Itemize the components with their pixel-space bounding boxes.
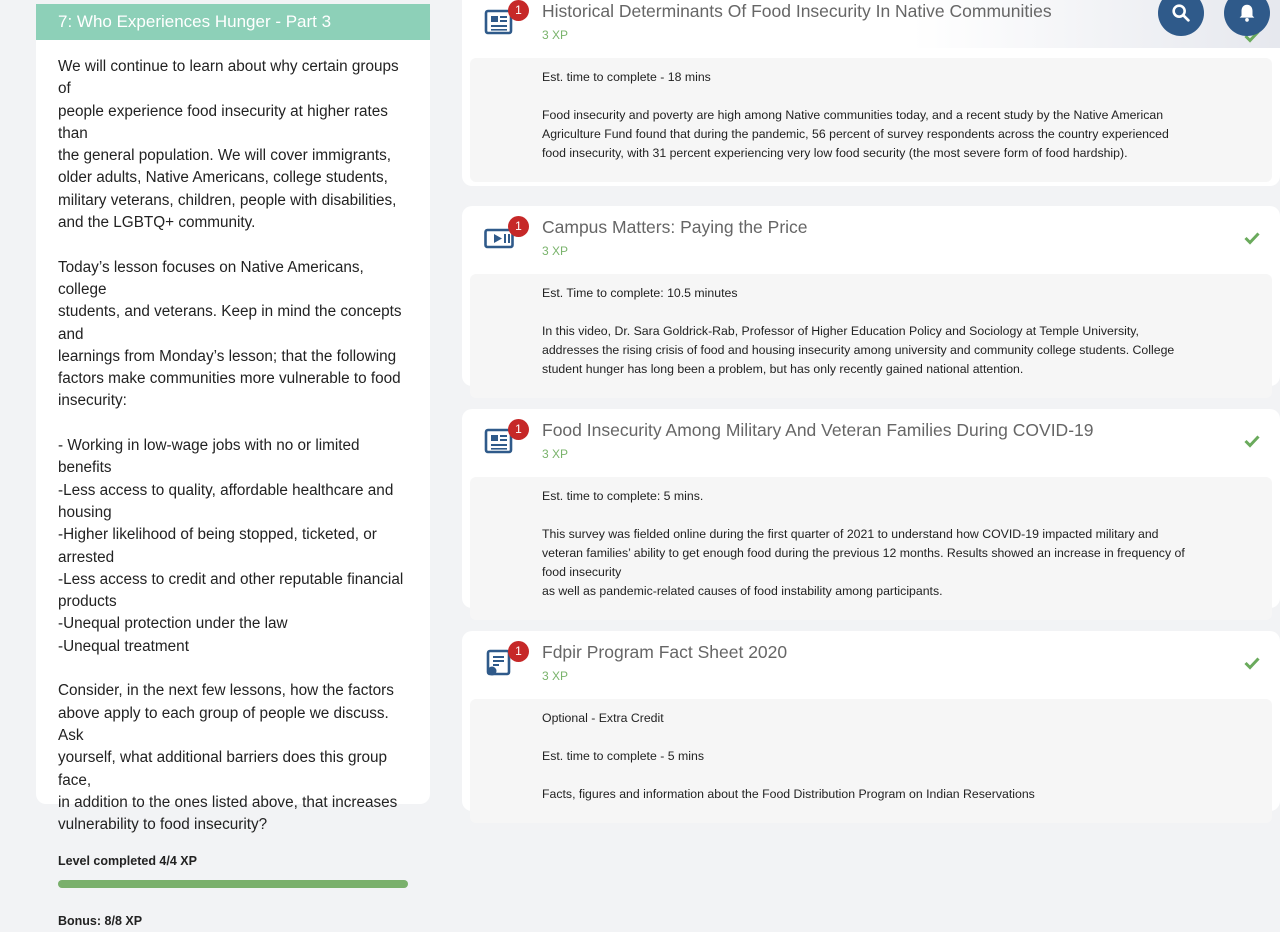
search-icon [1170,2,1192,24]
activity-details [470,58,1272,182]
check-icon [1244,657,1260,669]
text-line: insecurity: [58,392,127,410]
bell-icon [1236,2,1258,24]
estimated-time: Est. time to complete: 5 mins. [542,489,704,503]
text-line: military veterans, children, people with disabilities, [58,191,397,209]
lesson-intro-paragraph [58,56,408,234]
activity-card[interactable] [462,631,1280,811]
activity-description [542,106,1200,163]
text-line: above apply to each group of people we discuss. Ask [58,704,389,744]
text-line: We will continue to learn about why certain groups of [58,58,399,98]
text-line: In this video, Dr. Sara Goldrick-Rab, Professor of Higher Education Policy and Sociology at Temple University, [542,324,1139,338]
estimated-time: Est. time to complete - 18 mins [542,70,711,84]
optional-label: Optional - Extra Credit [542,711,664,725]
activity-card[interactable] [462,206,1280,386]
activity-card[interactable] [462,0,1280,186]
activity-details [470,274,1272,398]
level-completed-label: Level completed 4/4 XP [58,854,197,869]
text-line: and the LGBTQ+ community. [58,214,256,232]
text-line: older adults, Native Americans, college students, [58,169,388,187]
notification-badge: 1 [508,641,529,662]
activity-xp: 3 XP [542,669,569,683]
text-line: food insecurity [542,565,622,579]
notification-badge: 1 [508,216,529,237]
text-line: learnings from Monday’s lesson; that the following [58,347,397,365]
list-item: - Working in low-wage jobs with no or limited benefits [58,437,360,477]
level-progress-bar [58,880,408,888]
text-line: Agriculture Fund found that during the pandemic, 56 percent of survey respondents across the country experienced [542,127,1169,141]
estimated-time: Est. Time to complete: 10.5 minutes [542,286,738,300]
activity-header[interactable] [462,631,1280,689]
list-item: arrested [58,548,115,566]
lesson-panel [36,4,430,928]
list-item: housing [58,503,112,521]
text-line: yourself, what additional barriers does this group face, [58,749,388,789]
notification-badge: 1 [508,419,529,440]
text-line: student hunger has long been a problem, but has only recently gained national attention. [542,362,1024,376]
text-line: the general population. We will cover immigrants, [58,147,392,165]
activity-card[interactable] [462,409,1280,608]
lesson-focus-paragraph [58,257,408,413]
text-line: in addition to the ones listed above, that increases [58,793,398,811]
text-line: as well as pandemic-related causes of food instability among participants. [542,584,943,598]
lesson-reflection-paragraph [58,680,408,836]
list-item: -Higher likelihood of being stopped, ticketed, or [58,526,377,544]
notification-badge: 1 [508,0,529,21]
activity-xp: 3 XP [542,447,569,461]
lesson-description [36,40,430,932]
estimated-time: Est. time to complete - 5 mins [542,749,704,763]
activity-title[interactable]: Historical Determinants Of Food Insecurity In Native Communities [542,1,1052,21]
text-line: Facts, figures and information about the Food Distribution Program on Indian Reservations [542,787,1035,801]
level-progress-fill [58,880,408,888]
activity-description [542,785,1200,804]
bonus-label: Bonus: 8/8 XP [58,913,143,928]
activity-description [542,322,1200,379]
text-line: This survey was fielded online during the first quarter of 2021 to understand how COVID-19 impacted military and [542,527,1159,541]
text-line: Food insecurity and poverty are high among Native communities today, and a recent study by the Native American [542,108,1164,122]
text-line: Today’s lesson focuses on Native Americans, college [58,258,364,298]
activity-title[interactable]: Campus Matters: Paying the Price [542,217,808,237]
activity-xp: 3 XP [542,244,569,258]
list-item: -Unequal treatment [58,637,189,655]
activity-xp: 3 XP [542,28,569,42]
check-icon [1244,435,1260,447]
check-icon [1244,232,1260,244]
text-line: students, and veterans. Keep in mind the concepts and [58,303,402,343]
text-line: addresses the rising crisis of food and housing insecurity among university and community college students. College [542,343,1175,357]
activity-details [470,699,1272,823]
list-item: -Less access to quality, affordable healthcare and [58,481,394,499]
text-line: food insecurity, with 31 percent experiencing very low food security (the most severe form of food hardship). [542,146,1128,160]
activity-header[interactable] [462,206,1280,264]
activity-header[interactable] [462,0,1280,48]
activity-title[interactable]: Food Insecurity Among Military And Veteran Families During COVID-19 [542,420,1094,440]
list-item: -Less access to credit and other reputable financial [58,570,404,588]
activity-details [470,477,1272,620]
text-line: veteran families’ ability to get enough food during the previous 12 months. Results showed an increase in frequency of [542,546,1185,560]
text-line: Consider, in the next few lessons, how the factors [58,682,394,700]
list-item: products [58,593,117,611]
activity-header[interactable] [462,409,1280,467]
text-line: vulnerability to food insecurity? [58,816,268,834]
text-line: people experience food insecurity at higher rates than [58,102,388,142]
lesson-title: 7: Who Experiences Hunger - Part 3 [36,4,430,40]
activity-list [462,0,1280,801]
text-line: factors make communities more vulnerable to food [58,370,401,388]
list-item: -Unequal protection under the law [58,615,288,633]
activity-description [542,525,1200,601]
activity-title[interactable]: Fdpir Program Fact Sheet 2020 [542,642,788,662]
vulnerability-factors-list [58,435,408,658]
